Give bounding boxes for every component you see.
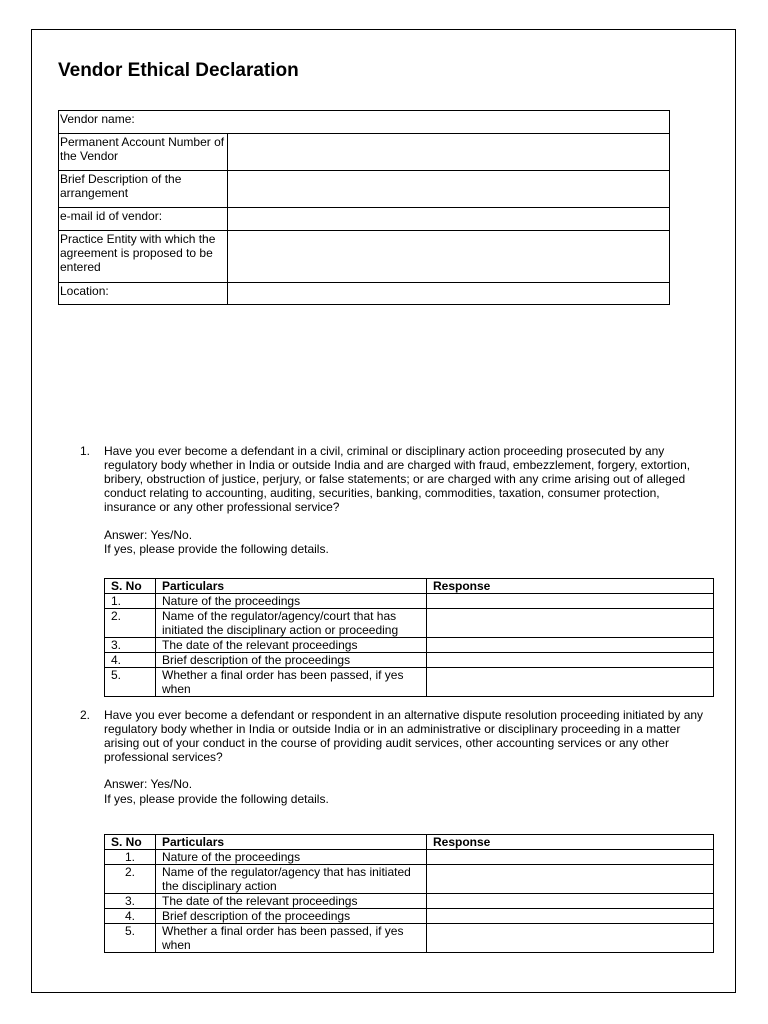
table-row [105, 924, 714, 953]
row-sno: 2. [105, 609, 156, 638]
question-2-answer: Answer: Yes/No. [104, 777, 193, 791]
question-2-text: Have you ever become a defendant or respondent in an alternative dispute resolution proceeding initiated by any regulatory body whether in India or outside India or in an administrative or disciplinary proceeding in a matter arising out of your conduct in the course of providing audit services, other accounting services or any other professional services? [104, 708, 704, 764]
row-sno: 3. [105, 638, 156, 653]
page-title: Vendor Ethical Declaration [58, 60, 299, 81]
description-field[interactable] [228, 171, 670, 208]
table-row [105, 909, 714, 924]
response-cell[interactable] [427, 850, 714, 865]
question-2-details-table [104, 834, 714, 953]
response-cell[interactable] [427, 653, 714, 668]
email-label: e-mail id of vendor: [59, 208, 228, 231]
row-sno: 1. [105, 850, 156, 865]
row-particular: Nature of the proceedings [156, 594, 427, 609]
question-1-text: Have you ever become a defendant in a civil, criminal or disciplinary action proceeding prosecuted by any regulatory body whether in India or outside India and are charged with fraud, embezzlement, forgery, extortion, bribery, obstruction of justice, perjury, or false statements; or are charged with any crime arising out of alleged conduct relating to accounting, auditing, securities, banking, commodities, taxation, consumer protection, insurance or any other professional service? [104, 444, 691, 514]
row-particular: Name of the regulator/agency that has initiated the disciplinary action [156, 865, 427, 894]
table-row [105, 850, 714, 865]
question-2-number: 2. [80, 708, 91, 722]
response-cell[interactable] [427, 865, 714, 894]
row-particular: Whether a final order has been passed, if yes when [156, 668, 427, 697]
location-label: Location: [59, 283, 228, 305]
row-sno: 3. [105, 894, 156, 909]
response-cell[interactable] [427, 638, 714, 653]
question-1-answer: Answer: Yes/No. [104, 528, 193, 542]
response-cell[interactable] [427, 894, 714, 909]
header-response: Response [427, 835, 714, 850]
pan-label: Permanent Account Number of the Vendor [59, 134, 228, 171]
vendor-row-name [59, 111, 670, 134]
row-sno: 5. [105, 668, 156, 697]
vendor-row-email [59, 208, 670, 231]
vendor-row-practice-entity [59, 231, 670, 283]
row-particular: Nature of the proceedings [156, 850, 427, 865]
table-header-row [105, 835, 714, 850]
table-row [105, 638, 714, 653]
pan-field[interactable] [228, 134, 670, 171]
row-sno: 4. [105, 653, 156, 668]
row-sno: 2. [105, 865, 156, 894]
table-row [105, 609, 714, 638]
header-response: Response [427, 579, 714, 594]
vendor-row-location [59, 283, 670, 305]
row-particular: Whether a final order has been passed, if yes when [156, 924, 427, 953]
row-particular: Brief description of the proceedings [156, 653, 427, 668]
row-particular: The date of the relevant proceedings [156, 638, 427, 653]
table-header-row [105, 579, 714, 594]
row-particular: The date of the relevant proceedings [156, 894, 427, 909]
table-row [105, 594, 714, 609]
table-row [105, 865, 714, 894]
response-cell[interactable] [427, 924, 714, 953]
row-sno: 4. [105, 909, 156, 924]
vendor-row-description [59, 171, 670, 208]
question-2-if-yes: If yes, please provide the following details. [104, 792, 329, 806]
response-cell[interactable] [427, 609, 714, 638]
response-cell[interactable] [427, 909, 714, 924]
table-row [105, 894, 714, 909]
email-field[interactable] [228, 208, 670, 231]
header-sno: S. No [105, 579, 156, 594]
header-sno: S. No [105, 835, 156, 850]
description-label: Brief Description of the arrangement [59, 171, 228, 208]
header-particulars: Particulars [156, 835, 427, 850]
vendor-row-pan [59, 134, 670, 171]
question-1-if-yes: If yes, please provide the following details. [104, 542, 329, 556]
row-sno: 5. [105, 924, 156, 953]
response-cell[interactable] [427, 668, 714, 697]
row-particular: Name of the regulator/agency/court that has initiated the disciplinary action or proceeding [156, 609, 427, 638]
response-cell[interactable] [427, 594, 714, 609]
row-sno: 1. [105, 594, 156, 609]
location-field[interactable] [228, 283, 670, 305]
vendor-name-label[interactable]: Vendor name: [59, 111, 670, 134]
table-row [105, 668, 714, 697]
table-row [105, 653, 714, 668]
practice-entity-label: Practice Entity with which the agreement is proposed to be entered [59, 231, 228, 283]
header-particulars: Particulars [156, 579, 427, 594]
vendor-details-table [58, 110, 670, 305]
question-1-number: 1. [80, 444, 91, 458]
row-particular: Brief description of the proceedings [156, 909, 427, 924]
question-1-details-table [104, 578, 714, 697]
practice-entity-field[interactable] [228, 231, 670, 283]
